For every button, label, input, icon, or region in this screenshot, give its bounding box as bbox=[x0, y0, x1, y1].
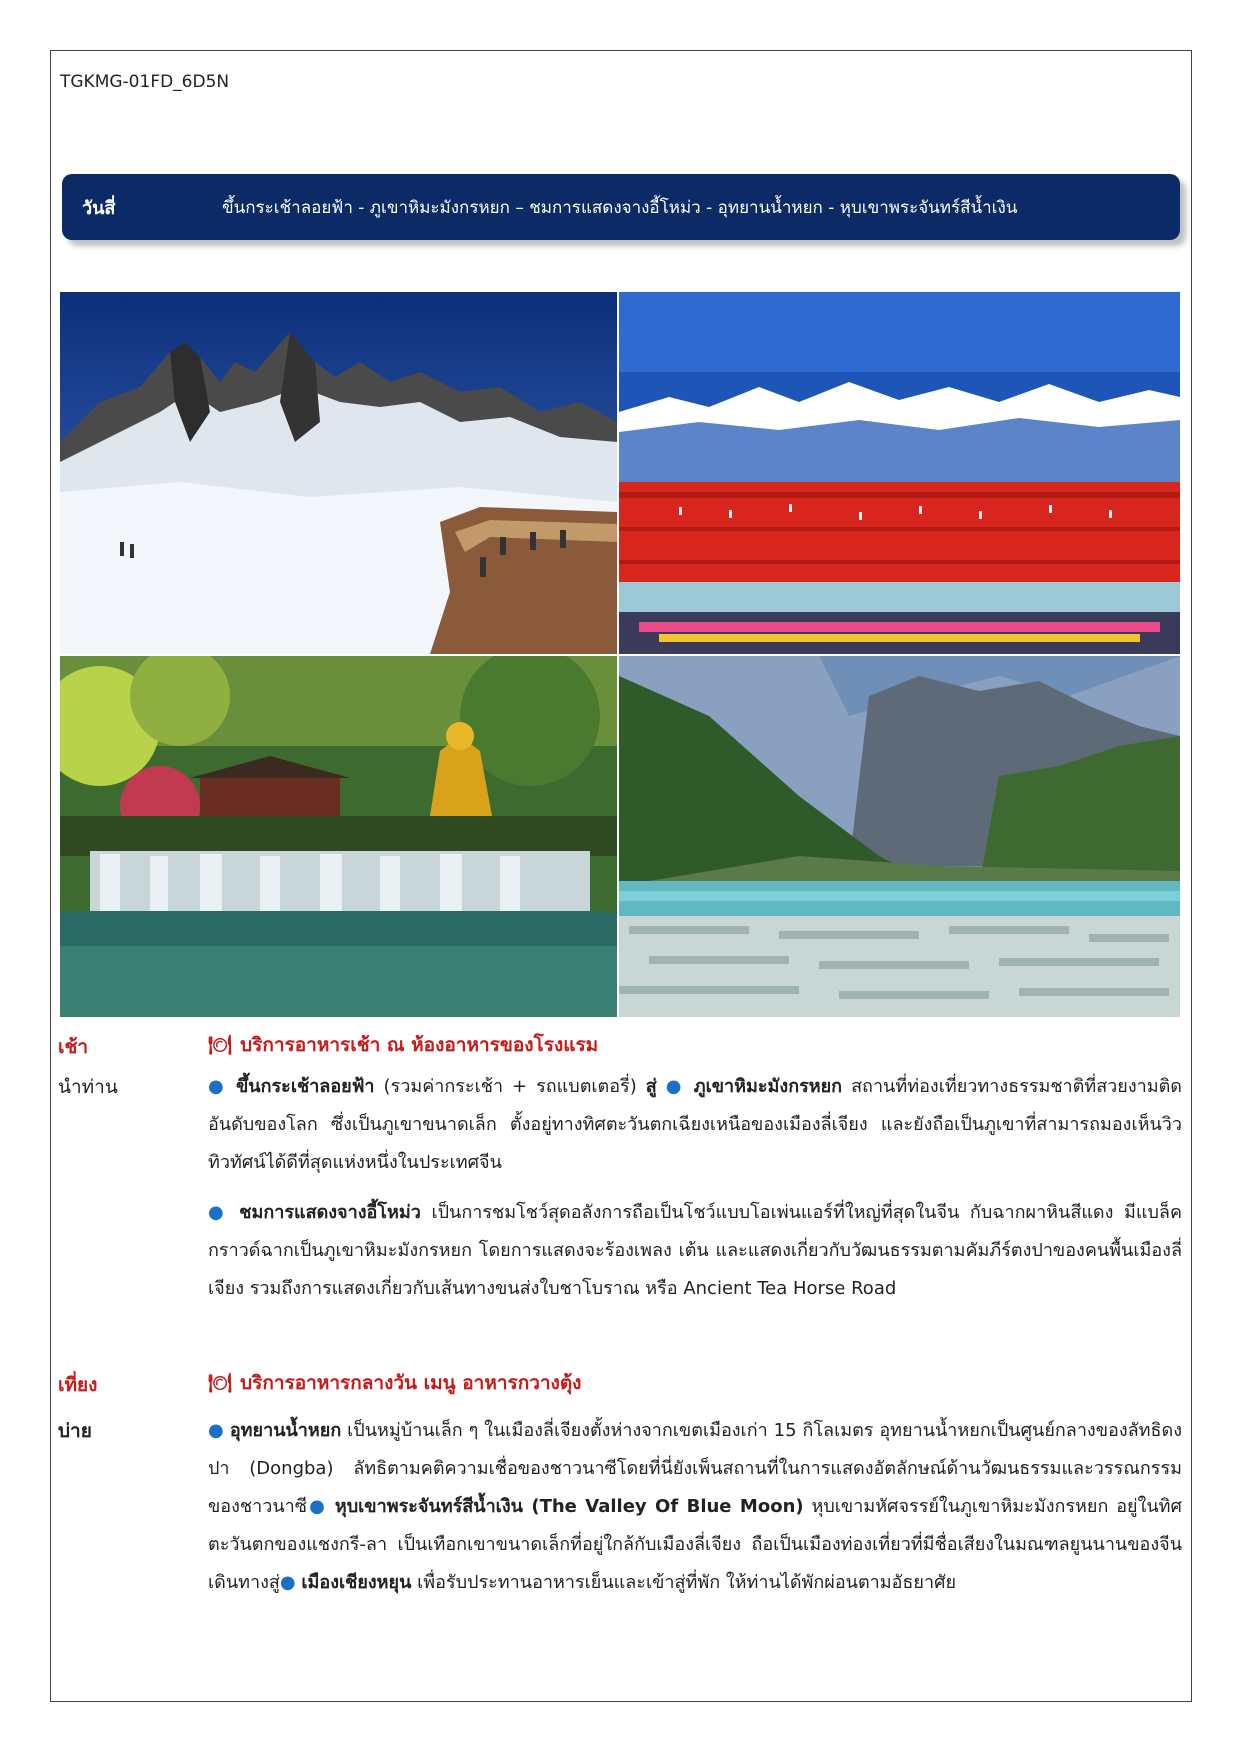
tour-label: นำท่าน bbox=[58, 1076, 118, 1098]
to-word: สู่ bbox=[645, 1076, 657, 1097]
breakfast-label: เช้า bbox=[58, 1036, 89, 1058]
day-banner bbox=[62, 174, 1180, 240]
show-name: ชมการแสดงจางอี้โหม่ว bbox=[239, 1202, 421, 1223]
afternoon-paragraph bbox=[208, 1412, 1182, 1602]
cable-car-name: ขึ้นกระเช้าลอยฟ้า bbox=[235, 1076, 375, 1097]
document-code: TGKMG-01FD_6D5N bbox=[60, 72, 230, 92]
snow-mountain-desc: สถานที่ท่องเที่ยวทางธรรมชาติที่สวยงามติดอันดับของโลก ซึ่งเป็นภูเขาขนาดเล็ก ตั้งอยู่ทางทิศตะวันตกเฉียงเหนือของเมืองลี่เจียง และยังถือเป็นภูเขาที่สามารถมองเห็นวิวทิวทัศน์ได้ดีที่สุดแห่งหนึ่งในประเทศจีน bbox=[208, 1076, 1182, 1173]
xiangyun-city-name: เมืองเชียงหยุน bbox=[301, 1572, 412, 1593]
blue-dot-icon: ● bbox=[208, 1420, 224, 1441]
photo-jade-dragon-snow-mountain bbox=[60, 292, 617, 654]
blue-dot-icon: ● bbox=[665, 1076, 685, 1097]
afternoon-label: บ่าย bbox=[58, 1420, 92, 1442]
blue-dot-icon: ● bbox=[306, 1496, 327, 1517]
day-label: วันสี่ bbox=[82, 197, 116, 219]
xiangyun-desc: เพื่อรับประทานอาหารเย็นและเข้าสู่ที่พัก ให้ท่านได้พักผ่อนตามอัธยาศัย bbox=[411, 1572, 957, 1593]
blue-dot-icon: ● bbox=[279, 1572, 296, 1593]
photo-impression-show bbox=[619, 292, 1180, 654]
lunch-text: บริการอาหารกลางวัน เมนู อาหารกวางตุ้ง bbox=[240, 1372, 582, 1394]
jade-water-name: อุทยานน้ำหยก bbox=[229, 1420, 342, 1441]
tour-paragraph-2 bbox=[208, 1194, 1182, 1308]
snow-mountain-name: ภูเขาหิมะมังกรหยก bbox=[693, 1076, 843, 1097]
cable-car-note: (รวมค่ากระเช้า + รถแบตเตอรี่) bbox=[374, 1076, 646, 1097]
breakfast-text: บริการอาหารเช้า ณ ห้องอาหารของโรงแรม bbox=[240, 1034, 599, 1056]
lunch-label: เที่ยง bbox=[58, 1374, 98, 1396]
tour-paragraph-1 bbox=[208, 1068, 1182, 1182]
jade-water-desc: เป็นหมู่บ้านเล็ก ๆ ในเมืองลี่เจียงตั้งห่างจากเขตเมืองเก่า 15 กิโลเมตร อุทยานน้ำหยกเป็นศูนย์กลางของลัทธิดงปา (Dongba) ลัทธิตามคติความเชื่อของชาวนาซีโดยที่นี่ยังเพ็นสถานที่ในการแสดงอัตลักษณ์ด้านวัฒนธรรมและวรรณกรรมของชาวนาซี bbox=[208, 1420, 1182, 1517]
photo-blue-moon-valley bbox=[619, 656, 1180, 1017]
blue-dot-icon: ● bbox=[208, 1076, 227, 1097]
blue-dot-icon: ● bbox=[208, 1202, 229, 1223]
photo-jade-water-village bbox=[60, 656, 617, 1017]
utensils-icon: 🍽 bbox=[208, 1034, 233, 1056]
show-desc: เป็นการชมโชว์สุดอลังการถือเป็นโชว์แบบโอเพ่นแอร์ที่ใหญ่ที่สุดในจีน กับฉากผาหินสีแดง มีแบล็คกราวด์ฉากเป็นภูเขาหิมะมังกรหยก โดยการแสดงจะร้องเพลง เต้น และแสดงเกี่ยวกับวัฒนธรรมตามคัมภีร์ตงปาของคนพื้นเมืองลี่เจียง รวมถึงการแสดงเกี่ยวกับเส้นทางขนส่งใบชาโบราณ หรือ Ancient Tea Horse Road bbox=[208, 1202, 1182, 1299]
utensils-icon: 🍽 bbox=[208, 1372, 233, 1394]
blue-moon-valley-desc: หุบเขามหัศจรรย์ในภูเขาหิมะมังกรหยก อยู่ในทิศตะวันตกของแชงกรี-ลา เป็นเทือกเขาขนาดเล็กที่อยู่ใกล้กับเมืองลี่เจียง ถือเป็นเมืองท่องเที่ยวที่มีชื่อเสียงในมณฑลยูนนานของจีนเดินทางสู่ bbox=[208, 1496, 1182, 1593]
day-title: ขึ้นกระเช้าลอยฟ้า - ภูเขาหิมะมังกรหยก – ชมการแสดงจางอี้โหม่ว - อุทยานน้ำหยก - หุบเขาพระจันทร์สีน้ำเงิน bbox=[222, 197, 1018, 218]
blue-moon-valley-name: หุบเขาพระจันทร์สีน้ำเงิน (The Valley Of Blue Moon) bbox=[334, 1496, 804, 1517]
